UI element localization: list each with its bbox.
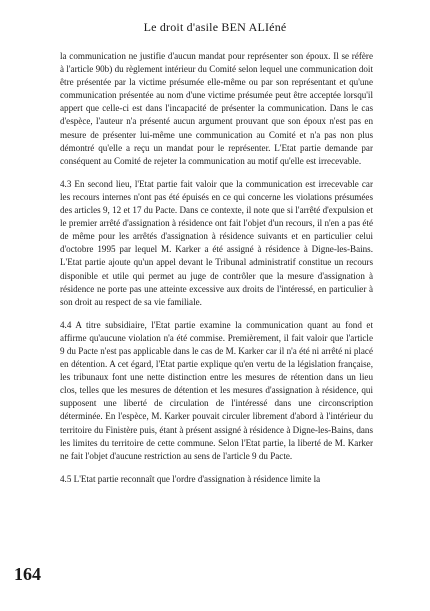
running-header: Le droit d'asile BEN ALIéné — [143, 20, 287, 34]
paragraph-4-5: 4.5 L'Etat partie reconnaît que l'ordre d'assignation à résidence limite la — [60, 473, 321, 484]
page-number: 164 — [14, 564, 41, 584]
paragraph-intro: la communication ne justifie d'aucun mandat pour représenter son époux. Il se réfère à l'article 90b) du règlement intérieur du Comité selon lequel une communication doit être présentée par la victime présumée elle-même ou par son représentant et qu'une communication présentée au nom d'une victime présumée peut être acceptée lorsqu'il appert que celle-ci est dans l'incapacité de présenter la communication. Dans le cas d'espèce, l'auteur n'a présenté aucun argument prouvant que son époux n'est pas en mesure de présenter lui-même une communication au Comité et n'a pas non plus démontré qu'elle a reçu un mandat pour le représenter. L'Etat partie demande par conséquent au Comité de rejeter la communication au motif qu'elle est irrecevable. — [60, 51, 373, 166]
paragraph-4-4: 4.4 A titre subsidiaire, l'Etat partie examine la communication quant au fond et affirme qu'aucune violation n'a été commise. Premièrement, il fait valoir que l'article 9 du Pacte n'est pas applicable dans le cas de M. Karker car il n'a été ni arrêté ni placé en détention. A cet égard, l'Etat partie explique qu'en vertu de la législation française, les tribunaux font une nette distinction entre les mesures de rétention dans un lieu clos, telles que les mesures de détention et les mesures d'assignation à résidence, qui supposent une liberté de circulation de l'intéressé dans une circonscription déterminée. En l'espèce, M. Karker pouvait circuler librement d'abord à l'intérieur du territoire du Finistère puis, étant à présent assigné à résidence à Digne-les-Bains, dans les limites du territoire de cette commune. Selon l'Etat partie, la liberté de M. Karker ne fait l'objet d'aucune restriction au sens de l'article 9 du Pacte. — [60, 319, 373, 461]
paragraph-4-3: 4.3 En second lieu, l'Etat partie fait valoir que la communication est irrecevable car les recours internes n'ont pas été épuisés en ce qui concerne les violations présumées des articles 9, 12 et 17 du Pacte. Dans ce contexte, il note que si l'arrêté d'expulsion et le premier arrêté d'assignation à résidence ont fait l'objet d'un recours, il n'en a pas été de même pour les arrêtés d'assignation à résidence suivants et en particulier celui d'octobre 1995 par lequel M. Karker a été assigné à résidence à Digne-les-Bains. L'Etat partie ajoute qu'un appel devant le Tribunal administratif constitue un recours disponible et utile qui permet au juge de contrôler que la mesure d'assignation à résidence ne porte pas une atteinte excessive aux droits de l'intéressé, en particulier à son droit au respect de sa vie familiale. — [60, 178, 373, 307]
body-text — [60, 50, 373, 486]
